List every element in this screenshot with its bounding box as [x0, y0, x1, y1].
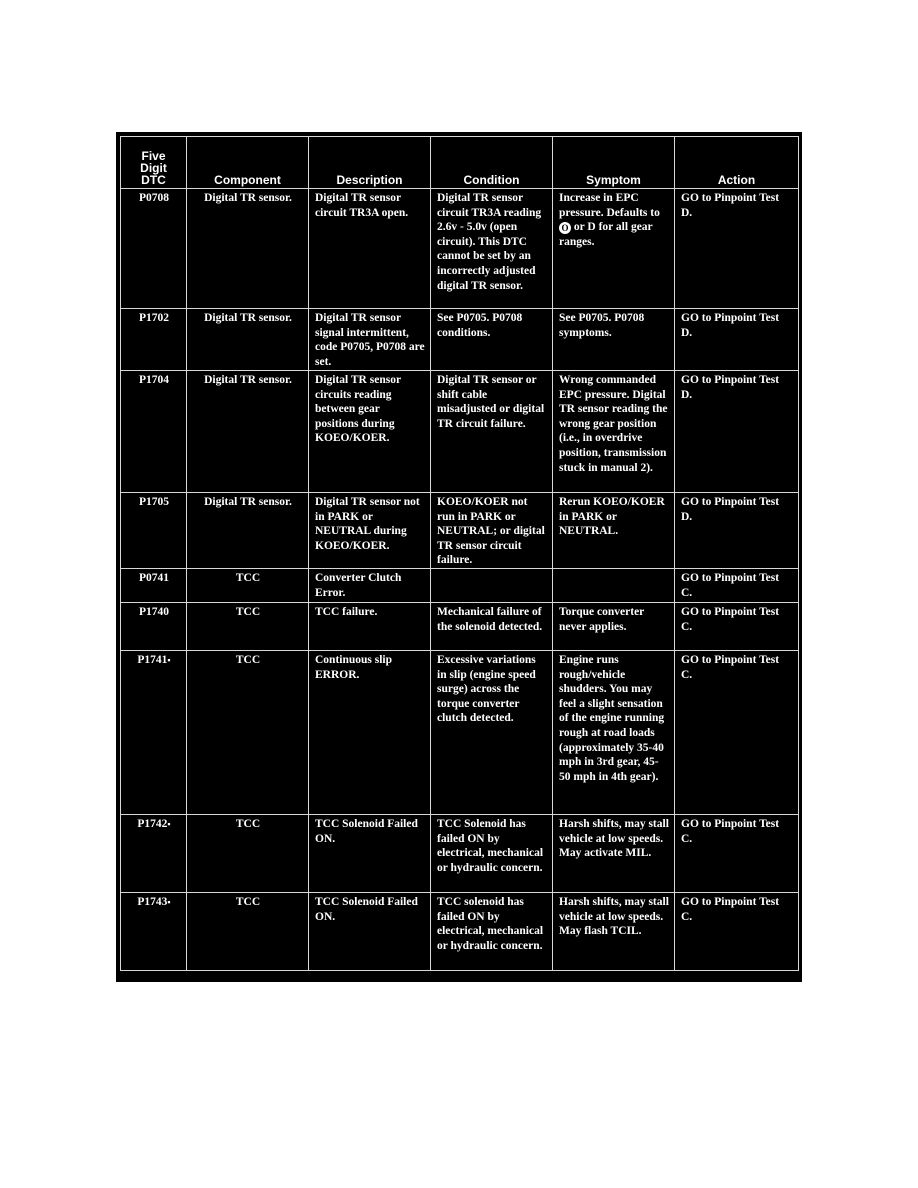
action-cell: GO to Pinpoint Test D. — [675, 493, 799, 569]
dtc-code-cell: P0708 — [121, 189, 187, 309]
component-cell: Digital TR sensor. — [187, 371, 309, 493]
table-row — [121, 493, 799, 569]
header-description: Description — [309, 137, 431, 189]
component-cell: TCC — [187, 893, 309, 971]
description-cell: TCC failure. — [309, 603, 431, 651]
table-row — [121, 651, 799, 815]
condition-cell: See P0705. P0708 conditions. — [431, 309, 553, 371]
component-cell: Digital TR sensor. — [187, 493, 309, 569]
description-cell: TCC Solenoid Failed ON. — [309, 815, 431, 893]
table-row — [121, 893, 799, 971]
dtc-code-cell: P1742▪ — [121, 815, 187, 893]
dtc-code-cell: P0741 — [121, 569, 187, 603]
condition-cell: Digital TR sensor or shift cable misadjusted or digital TR circuit failure. — [431, 371, 553, 493]
header-action: Action — [675, 137, 799, 189]
action-cell: GO to Pinpoint Test D. — [675, 189, 799, 309]
table-row — [121, 603, 799, 651]
symptom-cell: Harsh shifts, may stall vehicle at low speeds. May flash TCIL. — [553, 893, 675, 971]
action-cell: GO to Pinpoint Test C. — [675, 569, 799, 603]
component-cell: TCC — [187, 651, 309, 815]
symptom-cell: Engine runs rough/vehicle shudders. You may feel a slight sensation of the engine running rough at road loads (approximately 35-40 mph in 3rd gear, 45-50 mph in 4th gear). — [553, 651, 675, 815]
header-condition: Condition — [431, 137, 553, 189]
dtc-code-cell: P1705 — [121, 493, 187, 569]
symptom-cell — [553, 569, 675, 603]
action-cell: GO to Pinpoint Test D. — [675, 371, 799, 493]
header-dtc: Five Digit DTC — [121, 137, 187, 189]
dtc-code-cell: P1702 — [121, 309, 187, 371]
action-cell: GO to Pinpoint Test C. — [675, 651, 799, 815]
table-row — [121, 815, 799, 893]
table-header-row — [121, 137, 799, 189]
symptom-cell: Rerun KOEO/KOER in PARK or NEUTRAL. — [553, 493, 675, 569]
description-cell: Converter Clutch Error. — [309, 569, 431, 603]
description-cell: Digital TR sensor circuit TR3A open. — [309, 189, 431, 309]
description-cell: Digital TR sensor signal intermittent, code P0705, P0708 are set. — [309, 309, 431, 371]
gear-overdrive-icon: O — [559, 222, 571, 234]
condition-cell: TCC Solenoid has failed ON by electrical, mechanical or hydraulic concern. — [431, 815, 553, 893]
action-cell: GO to Pinpoint Test C. — [675, 893, 799, 971]
header-component: Component — [187, 137, 309, 189]
symptom-cell: Harsh shifts, may stall vehicle at low speeds. May activate MIL. — [553, 815, 675, 893]
component-cell: TCC — [187, 815, 309, 893]
symptom-cell: Increase in EPC pressure. Defaults to O or D for all gear ranges. — [553, 189, 675, 309]
dtc-code-cell: P1740 — [121, 603, 187, 651]
header-symptom: Symptom — [553, 137, 675, 189]
condition-cell: Mechanical failure of the solenoid detected. — [431, 603, 553, 651]
condition-cell: Excessive variations in slip (engine speed surge) across the torque converter clutch detected. — [431, 651, 553, 815]
condition-cell: KOEO/KOER not run in PARK or NEUTRAL; or digital TR sensor circuit failure. — [431, 493, 553, 569]
table-row — [121, 189, 799, 309]
description-cell: Digital TR sensor circuits reading between gear positions during KOEO/KOER. — [309, 371, 431, 493]
symptom-cell: Wrong commanded EPC pressure. Digital TR sensor reading the wrong gear position (i.e., in overdrive position, transmission stuck in manual 2). — [553, 371, 675, 493]
component-cell: TCC — [187, 603, 309, 651]
dtc-table — [120, 136, 799, 971]
action-cell: GO to Pinpoint Test C. — [675, 603, 799, 651]
dtc-code-cell: P1741▪ — [121, 651, 187, 815]
description-cell: Continuous slip ERROR. — [309, 651, 431, 815]
component-cell: Digital TR sensor. — [187, 189, 309, 309]
dtc-code-cell: P1743▪ — [121, 893, 187, 971]
symptom-cell: Torque converter never applies. — [553, 603, 675, 651]
table-row — [121, 569, 799, 603]
dtc-table-panel — [116, 132, 802, 982]
dtc-code-cell: P1704 — [121, 371, 187, 493]
condition-cell: Digital TR sensor circuit TR3A reading 2.6v - 5.0v (open circuit). This DTC cannot be set by an incorrectly adjusted digital TR sensor. — [431, 189, 553, 309]
condition-cell — [431, 569, 553, 603]
table-row — [121, 309, 799, 371]
component-cell: Digital TR sensor. — [187, 309, 309, 371]
condition-cell: TCC solenoid has failed ON by electrical, mechanical or hydraulic concern. — [431, 893, 553, 971]
action-cell: GO to Pinpoint Test C. — [675, 815, 799, 893]
description-cell: TCC Solenoid Failed ON. — [309, 893, 431, 971]
symptom-cell: See P0705. P0708 symptoms. — [553, 309, 675, 371]
action-cell: GO to Pinpoint Test D. — [675, 309, 799, 371]
table-row — [121, 371, 799, 493]
description-cell: Digital TR sensor not in PARK or NEUTRAL during KOEO/KOER. — [309, 493, 431, 569]
component-cell: TCC — [187, 569, 309, 603]
